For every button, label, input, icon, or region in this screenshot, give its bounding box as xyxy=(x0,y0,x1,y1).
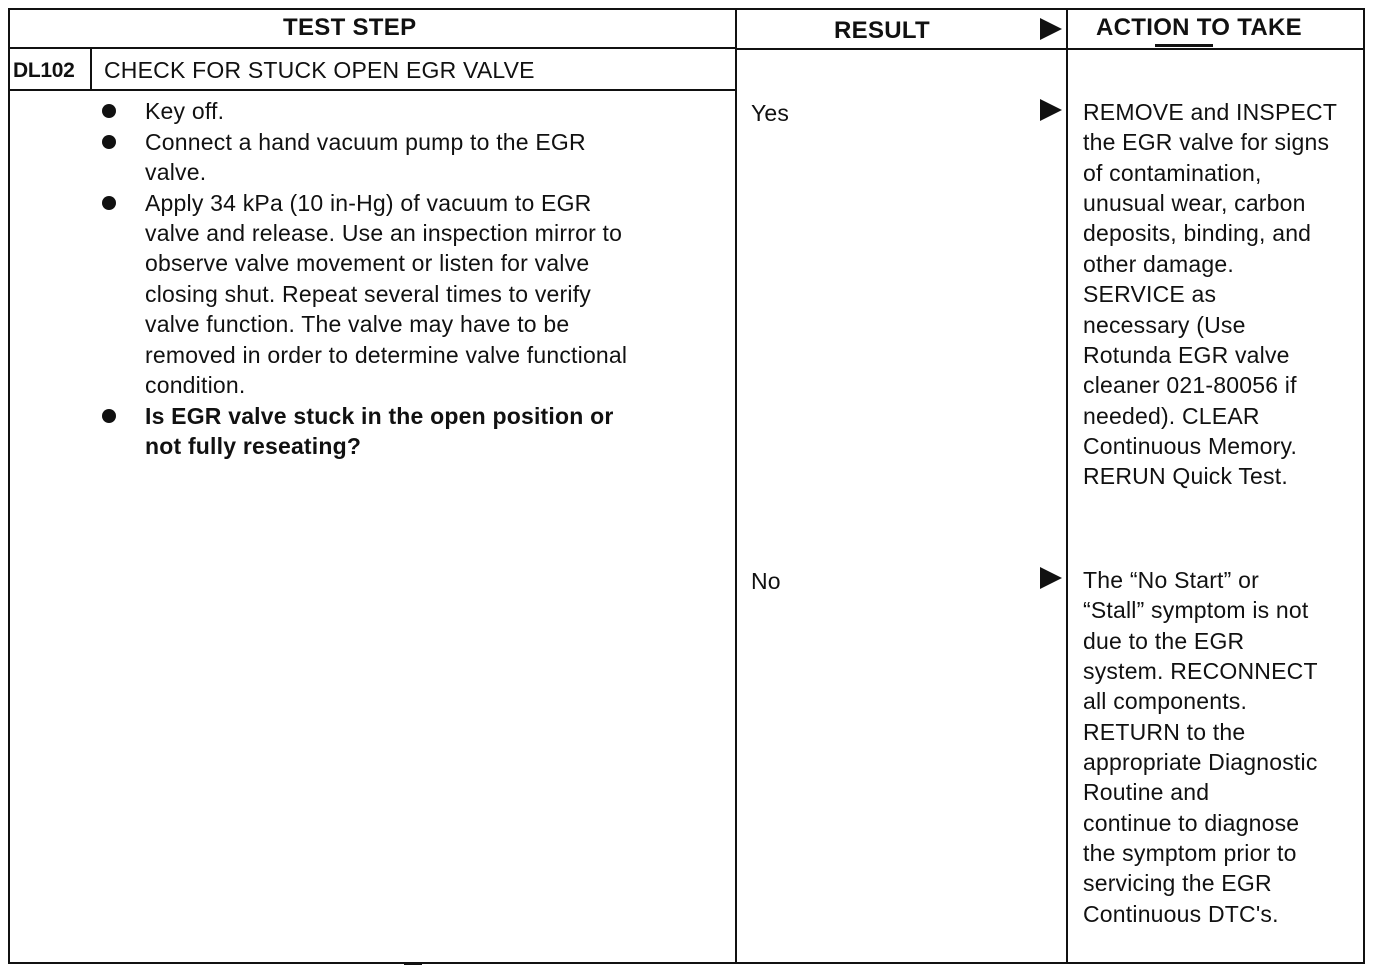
action-line: due to the EGR xyxy=(1083,628,1245,654)
action-line: Continuous Memory. xyxy=(1083,433,1298,459)
result-no: No xyxy=(751,568,781,594)
header-accent-rule xyxy=(1155,44,1213,47)
action-line: deposits, binding, and xyxy=(1083,220,1312,246)
action-line: of contamination, xyxy=(1083,160,1262,186)
table-top-border xyxy=(8,8,1365,10)
header-rule-test-step xyxy=(8,47,737,49)
action-line: Rotunda EGR valve xyxy=(1083,342,1290,368)
bullet-icon xyxy=(102,409,116,423)
bullet-icon xyxy=(102,196,116,210)
result-yes-arrow-icon xyxy=(1040,99,1062,121)
table-bottom-border xyxy=(8,962,1365,964)
action-line: servicing the EGR xyxy=(1083,870,1272,896)
bottom-accent-rule xyxy=(404,962,422,965)
action-line: other damage. xyxy=(1083,251,1234,277)
action-line: cleaner 021-80056 if xyxy=(1083,372,1297,398)
step-title: CHECK FOR STUCK OPEN EGR VALVE xyxy=(104,57,535,83)
header-arrow-icon xyxy=(1040,18,1062,40)
column-divider-action xyxy=(1066,8,1068,964)
action-line: the EGR valve for signs xyxy=(1083,129,1330,155)
header-action-to-take: ACTION TO TAKE xyxy=(1096,14,1302,41)
list-item: valve function. The valve may have to be xyxy=(145,311,570,337)
step-id: DL102 xyxy=(13,59,75,82)
result-no-arrow-icon xyxy=(1040,567,1062,589)
list-item: valve. xyxy=(145,159,207,185)
action-line: Continuous DTC's. xyxy=(1083,901,1279,927)
action-line: RETURN to the xyxy=(1083,719,1246,745)
action-line: unusual wear, carbon xyxy=(1083,190,1306,216)
header-rule-right xyxy=(737,48,1365,50)
action-line: “Stall” symptom is not xyxy=(1083,597,1309,623)
list-item: observe valve movement or listen for valve xyxy=(145,250,590,276)
action-line: needed). CLEAR xyxy=(1083,403,1260,429)
action-line: the symptom prior to xyxy=(1083,840,1297,866)
table-right-border xyxy=(1363,8,1365,964)
list-item: removed in order to determine valve functional xyxy=(145,342,628,368)
step-id-divider xyxy=(90,47,92,91)
list-item: Connect a hand vacuum pump to the EGR xyxy=(145,129,586,155)
action-line: RERUN Quick Test. xyxy=(1083,463,1288,489)
action-line: necessary (Use xyxy=(1083,312,1246,338)
question-text: Is EGR valve stuck in the open position or xyxy=(145,403,614,429)
column-divider-result xyxy=(735,8,737,964)
header-result: RESULT xyxy=(834,17,931,44)
question-text: not fully reseating? xyxy=(145,433,362,459)
list-item: Apply 34 kPa (10 in-Hg) of vacuum to EGR xyxy=(145,190,592,216)
result-yes: Yes xyxy=(751,100,790,126)
action-line: appropriate Diagnostic xyxy=(1083,749,1318,775)
list-item: Key off. xyxy=(145,98,225,124)
action-line: system. RECONNECT xyxy=(1083,658,1318,684)
bullet-icon xyxy=(102,135,116,149)
list-item: valve and release. Use an inspection mirror to xyxy=(145,220,623,246)
step-title-rule xyxy=(8,89,737,91)
table-left-border xyxy=(8,8,10,964)
list-item: condition. xyxy=(145,372,246,398)
list-item: closing shut. Repeat several times to verify xyxy=(145,281,591,307)
bullet-icon xyxy=(102,104,116,118)
action-line: REMOVE and INSPECT xyxy=(1083,99,1338,125)
action-line: all components. xyxy=(1083,688,1248,714)
action-line: continue to diagnose xyxy=(1083,810,1300,836)
action-line: SERVICE as xyxy=(1083,281,1217,307)
action-line: The “No Start” or xyxy=(1083,567,1259,593)
header-test-step: TEST STEP xyxy=(283,14,417,41)
action-line: Routine and xyxy=(1083,779,1210,805)
